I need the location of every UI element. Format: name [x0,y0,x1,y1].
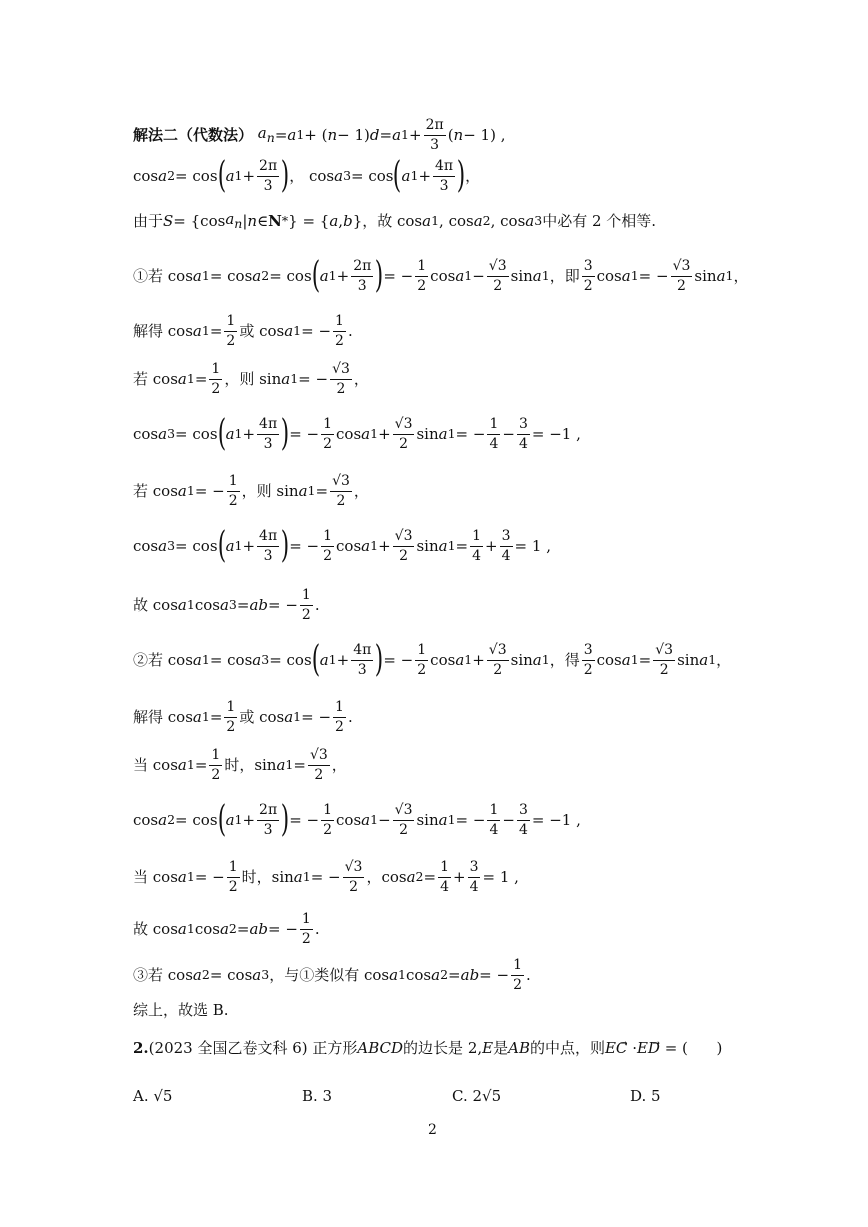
case1-line1: ①若 cos a 1 = cos a 2 = cos ( a 1 + $\frac{2\pi}{3}$ ) = − $\frac{1}{2}$ cos a 1 − $\frac{√3}{2}$ sin a 1 ，即 $\frac{3}{2}$ cos a 1 = − $\frac{√3}{2}$ sin a 1 ， [133,255,749,296]
case2-line4: cos a 2 = cos ( a 1 + $\frac{2\pi}{3}$ ) = − $\frac{1}{2}$ cos a 1 − $\frac{√3}{2}$ sin a 1 = − $\frac{1}{4}$ − $\frac{3}{4}$ = −1 , [133,799,581,840]
case1-line3: 若 cos a 1 = $\frac{1}{2}$ ，则 sin a 1 = − $\frac{√3}{2}$ ， [133,361,369,397]
case2-line6: 故 cos a 1 cos a 2 = ab = − $\frac{1}{2}$ . [133,911,320,947]
case2-line3: 当 cos a 1 = $\frac{1}{2}$ 时，sin a 1 = $\frac{√3}{2}$ ， [133,747,347,783]
case2-line5: 当 cos a 1 = − $\frac{1}{2}$ 时，sin a 1 = − $\frac{√3}{2}$ ，cos a 2 = $\frac{1}{4}$ + $\frac{3}{4}$ = 1 , [133,859,519,895]
case1-line5: 若 cos a 1 = − $\frac{1}{2}$ ，则 sin a 1 = $\frac{√3}{2}$ ， [133,473,369,509]
case2-line1: ②若 cos a 1 = cos a 3 = cos ( a 1 + $\frac{4\pi}{3}$ ) = − $\frac{1}{2}$ cos a 1 + $\frac{√3}{2}$ sin a 1 ，得 $\frac{3}{2}$ cos a 1 = $\frac{√3}{2}$ sin a 1 ， [133,639,732,680]
case3-line: ③若 cos a 2 = cos a 3 ，与①类似有 cos a 1 cos a 2 = ab = − $\frac{1}{2}$ . [133,957,531,993]
case1-line6: cos a 3 = cos ( a 1 + $\frac{4\pi}{3}$ ) = − $\frac{1}{2}$ cos a 1 + $\frac{√3}{2}$ sin a 1 = $\frac{1}{4}$ + $\frac{3}{4}$ = 1 , [133,525,551,566]
page-number: 2 [428,1122,437,1138]
question-2: 2. (2023 全国乙卷文科 6) 正方形 ABCD 的边长是 2, E 是 AB 的中点，则 EC ⃗ · ED ⃗ = ( ) [133,1039,723,1057]
solution2-line2: cos a 2 = cos ( a 1 + $\frac{2\pi}{3}$ ) ， cos a 3 = cos ( a 1 + $\frac{4\pi}{3}$ ) ， [133,155,481,196]
option-d[interactable]: D. 5 [630,1087,661,1105]
option-a[interactable]: A. √5 [133,1087,173,1105]
case1-line4: cos a 3 = cos ( a 1 + $\frac{4\pi}{3}$ ) = − $\frac{1}{2}$ cos a 1 + $\frac{√3}{2}$ sin a 1 = − $\frac{1}{4}$ − $\frac{3}{4}$ = −1 , [133,413,581,454]
option-c[interactable]: C. 2√5 [452,1087,502,1105]
solution2-heading: 解法二（代数法） [133,125,254,144]
case1-line2: 解得 cos a 1 = $\frac{1}{2}$ 或 cos a 1 = − $\frac{1}{2}$ . [133,313,353,349]
case1-line7: 故 cos a 1 cos a 3 = ab = − $\frac{1}{2}$ . [133,587,320,623]
case2-line2: 解得 cos a 1 = $\frac{1}{2}$ 或 cos a 1 = − $\frac{1}{2}$ . [133,699,353,735]
solution2-line1: 解法二（代数法） $a_n$ = a 1 + ( n − 1) d = a 1 + $\frac{2\pi}{3}$ ( n − 1) , [133,117,506,153]
question-number: 2. [133,1039,149,1057]
fraction: $\frac{2\pi}{3}$ [425,117,444,153]
conclusion: 综上，故选 B. [133,1001,229,1019]
solution2-line3: 由于 S = {cos $a_n$ | n ∈ N * } = { a , b }，故 cos a 1 , cos a 2 , cos a 3 中必有 2 个相等. [133,210,657,231]
option-b[interactable]: B. 3 [302,1087,333,1105]
